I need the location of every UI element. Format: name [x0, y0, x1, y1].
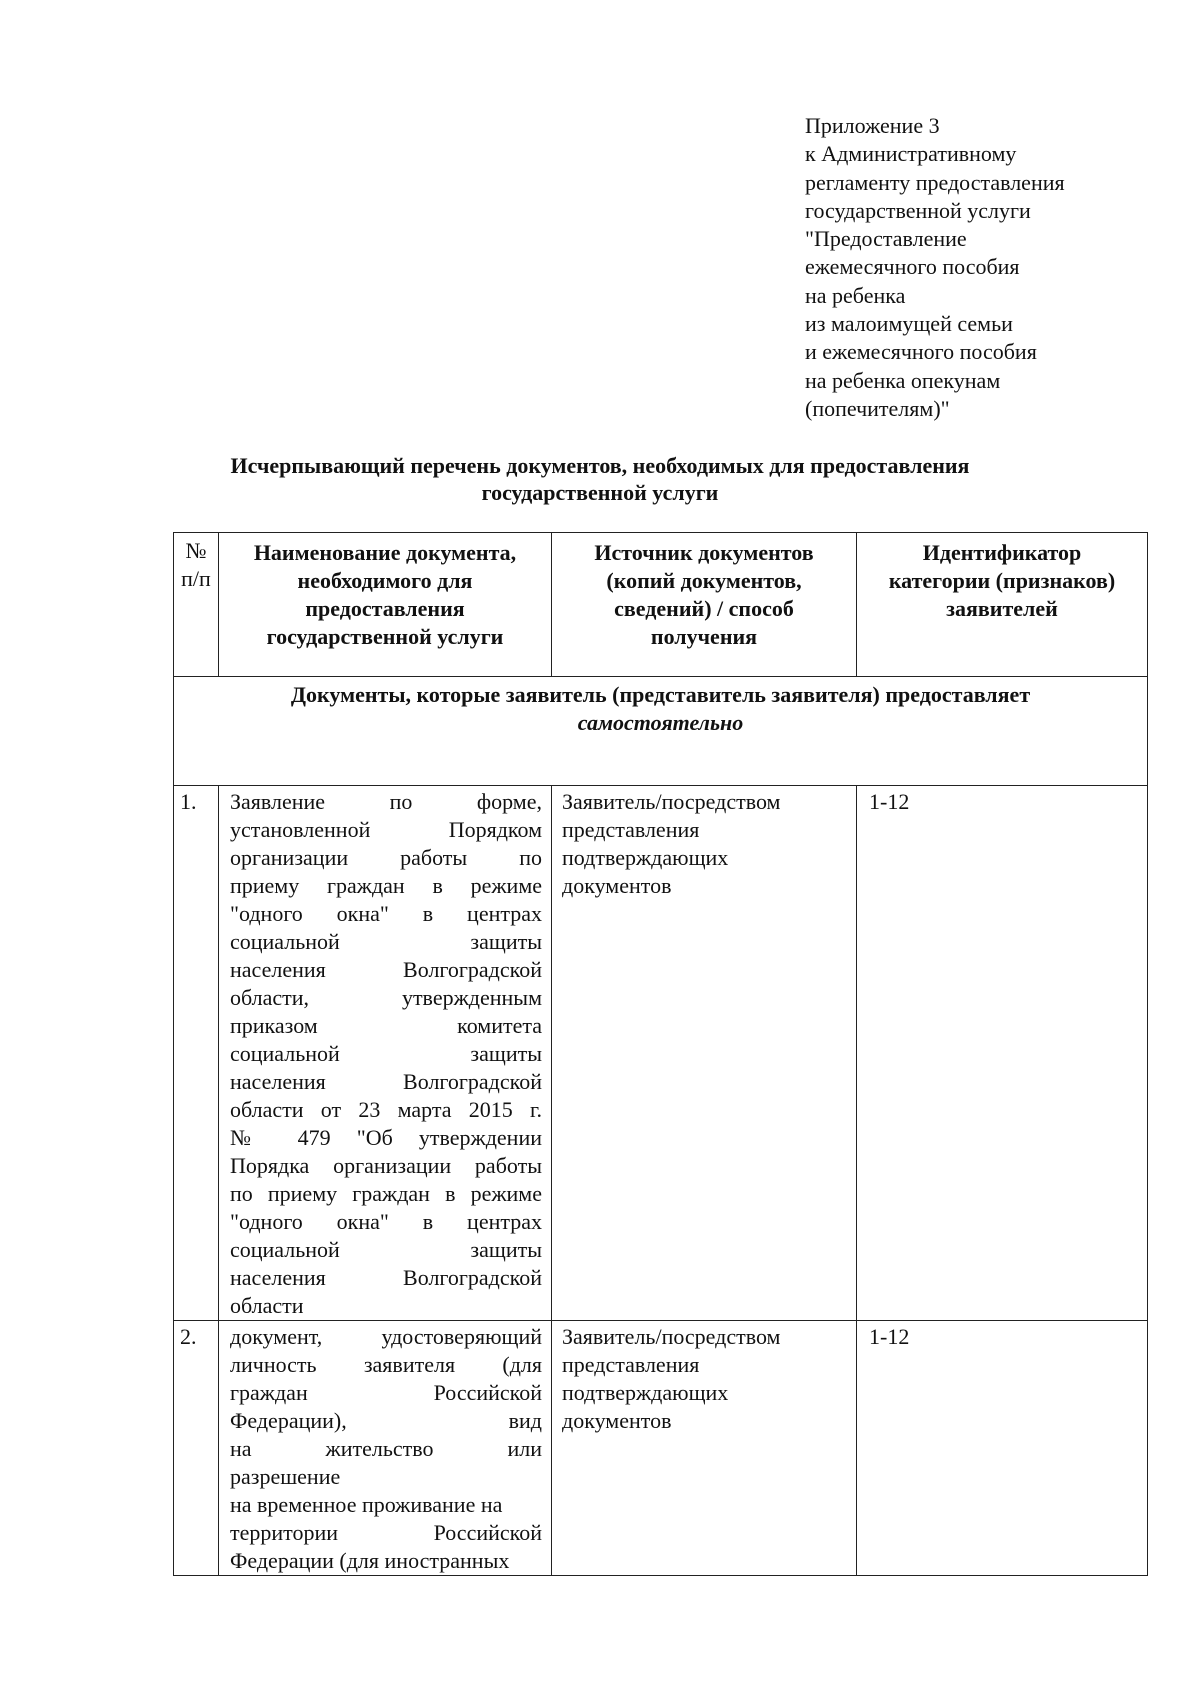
document-name-line: области	[230, 1293, 304, 1318]
row-number: 1.	[174, 786, 219, 1321]
document-name-line: на временное проживание на	[230, 1492, 503, 1517]
document-name-line: области, утвержденным	[230, 985, 542, 1010]
document-name-line: разрешение	[230, 1464, 341, 1489]
header-num: № п/п	[174, 533, 219, 677]
document-name-line: социальной защиты	[230, 1237, 542, 1262]
header-document-name: Наименование документа, необходимого для предоставления государственной услуги	[219, 533, 552, 677]
section-text-italic: самостоятельно	[577, 710, 744, 735]
document-name-line: приказом комитета	[230, 1013, 542, 1038]
section-heading	[174, 677, 1148, 786]
section-text: Документы, которые заявитель (представитель заявителя) предоставляет	[290, 682, 1031, 707]
document-name-line: установленной Порядком	[230, 817, 542, 842]
document-name-line: Порядка организации работы	[230, 1153, 542, 1178]
section-row	[174, 677, 1148, 786]
document-name-line: граждан Российской	[230, 1380, 542, 1405]
document-name-line: территории Российской	[230, 1520, 542, 1545]
document-name-line: документ, удостоверяющий	[230, 1324, 542, 1349]
document-name-line: "одного окна" в центрах	[230, 1209, 542, 1234]
document-name-line: Заявление по форме,	[230, 789, 542, 814]
row-document-name	[219, 1321, 552, 1576]
document-name-line: по приему граждан в режиме	[230, 1181, 542, 1206]
row-identifier: 1-12	[857, 1321, 1148, 1576]
header-source: Источник документов (копий документов, сведений) / способ получения	[552, 533, 857, 677]
document-name-line: организации работы по	[230, 845, 542, 870]
document-name-line: населения Волгоградской	[230, 1265, 542, 1290]
document-name-line: приему граждан в режиме	[230, 873, 542, 898]
document-name-line: области от 23 марта 2015 г.	[230, 1097, 542, 1122]
document-name-line: населения Волгоградской	[230, 957, 542, 982]
row-document-name	[219, 786, 552, 1321]
documents-table	[173, 532, 1148, 1576]
document-name-line: на жительство или	[230, 1436, 542, 1461]
table-row	[174, 786, 1148, 1321]
document-name-line: социальной защиты	[230, 929, 542, 954]
table-header-row	[174, 533, 1148, 677]
document-name-line: личность заявителя (для	[230, 1352, 542, 1377]
document-name-line: № 479 "Об утверждении	[230, 1125, 542, 1150]
appendix-note: Приложение 3 к Административному регламенту предоставления государственной услуги "Предоставление ежемесячного пособия на ребенка из малоимущей семьи и ежемесячного пособия на ребенка опекунам (попечителям)"	[805, 113, 1065, 421]
document-name-line: Федерации (для иностранных	[230, 1548, 510, 1573]
document-name-line: населения Волгоградской	[230, 1069, 542, 1094]
document-name-line: Федерации), вид	[230, 1408, 542, 1433]
row-number: 2.	[174, 1321, 219, 1576]
title-line-1: Исчерпывающий перечень документов, необходимых для предоставления	[230, 453, 970, 478]
title-line-2: государственной услуги	[481, 480, 719, 505]
header-identifier: Идентификатор категории (признаков) заявителей	[857, 533, 1148, 677]
row-source: Заявитель/посредством представления подтверждающих документов	[552, 786, 857, 1321]
row-identifier: 1-12	[857, 786, 1148, 1321]
document-name-line: социальной защиты	[230, 1041, 542, 1066]
document-name-line: "одного окна" в центрах	[230, 901, 542, 926]
page-title	[150, 452, 1050, 506]
row-source: Заявитель/посредством представления подтверждающих документов	[552, 1321, 857, 1576]
table-row	[174, 1321, 1148, 1576]
